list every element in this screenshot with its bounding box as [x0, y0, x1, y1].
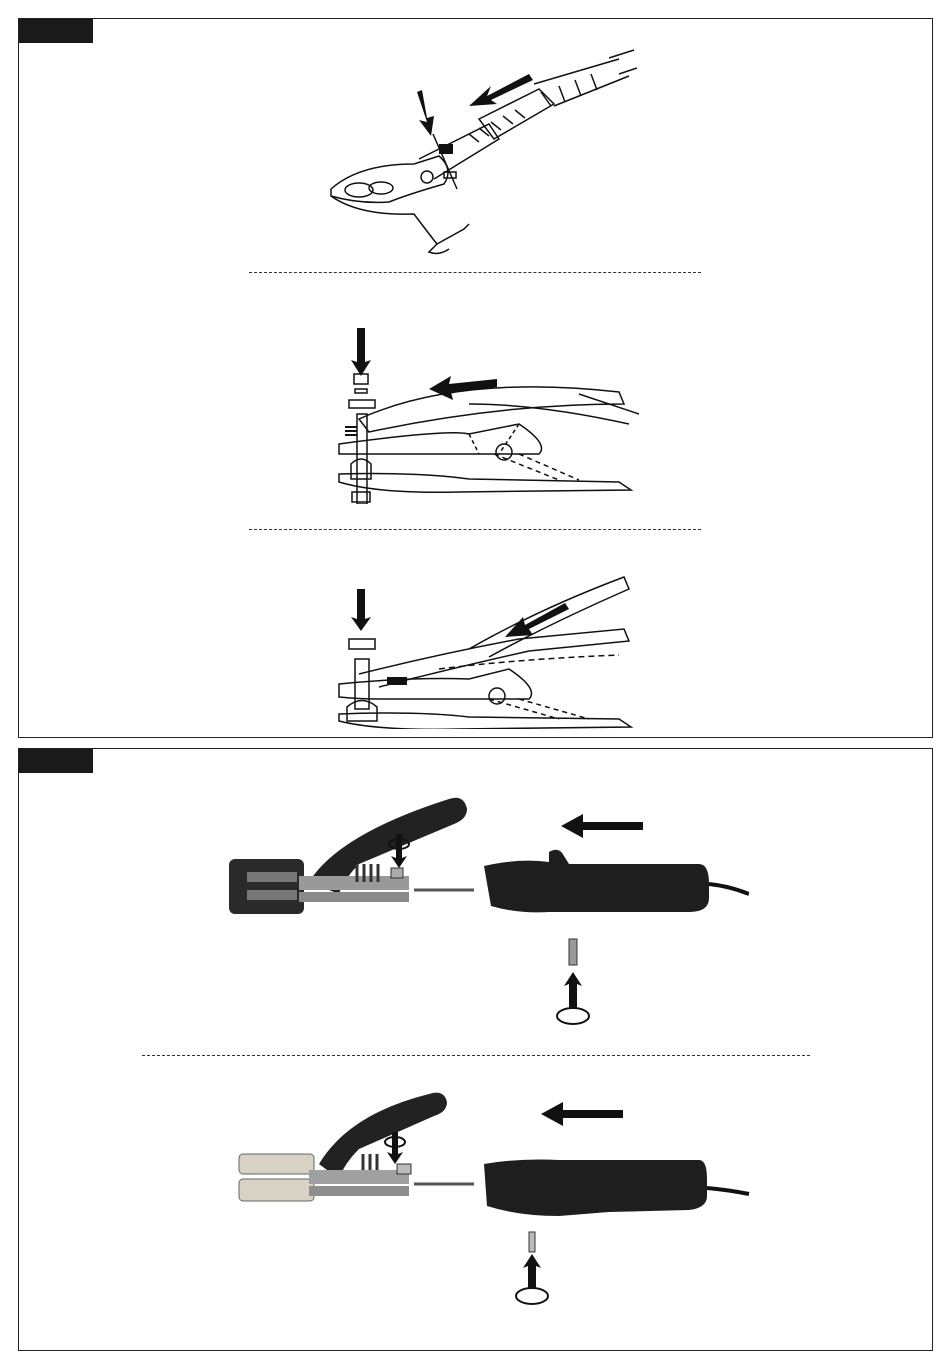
photo-electrode-holder-black — [219, 794, 749, 1034]
figure-tab-2 — [19, 749, 93, 773]
figure-panel-2 — [18, 748, 933, 1351]
figure-panel-1 — [18, 18, 933, 738]
illustration-ground-clamp-cable-insert — [319, 44, 639, 264]
figure-tab-1 — [19, 19, 93, 43]
illustration-clamp-bolt-assembly — [319, 304, 639, 504]
illustration-clamp-cable-attached — [319, 559, 639, 729]
separator-line — [249, 272, 701, 273]
separator-line — [249, 529, 701, 530]
separator-line — [142, 1055, 810, 1056]
photo-electrode-holder-light-jaws — [229, 1084, 759, 1344]
